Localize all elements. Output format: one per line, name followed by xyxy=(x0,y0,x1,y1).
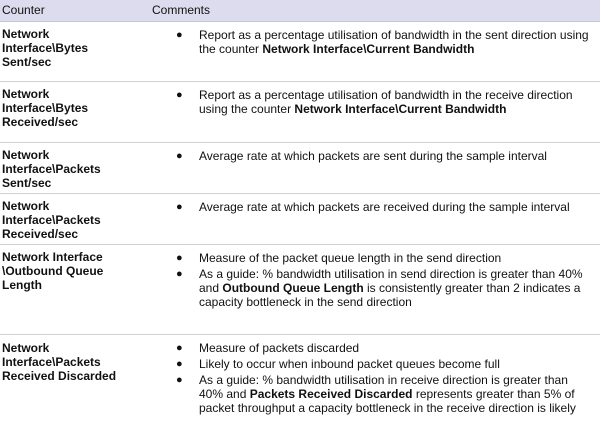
bullet-icon: ● xyxy=(176,252,183,264)
bullet-icon: ● xyxy=(176,89,183,101)
comment-item xyxy=(170,251,594,265)
bullet-icon: ● xyxy=(176,342,183,354)
table-row xyxy=(0,335,600,434)
comment-text-tail: is consistently greater than 2 indicates a capacity bottleneck in the send direction xyxy=(199,281,581,309)
bullet-icon: ● xyxy=(176,268,183,280)
comment-bold-text: Packets Received Discarded xyxy=(249,387,413,401)
comment-item xyxy=(170,373,594,415)
comment-text: Average rate at which packets are received during the sample interval xyxy=(199,200,570,214)
counter-name: Network Interface\Packets Received/sec xyxy=(2,199,101,241)
bullet-icon: ● xyxy=(176,201,183,213)
comment-item xyxy=(170,341,594,355)
comment-list xyxy=(170,88,594,116)
comment-text: Measure of the packet queue length in the send direction xyxy=(199,251,502,265)
table-row xyxy=(0,194,600,245)
comment-list xyxy=(170,251,594,309)
comment-bold-text: Network Interface\Current Bandwidth xyxy=(294,102,507,116)
comment-bold-text: Network Interface\Current Bandwidth xyxy=(262,42,475,56)
counter-name: Network Interface\Packets Received Discarded xyxy=(2,341,117,383)
comment-text: Average rate at which packets are sent during the sample interval xyxy=(199,149,547,163)
table-row xyxy=(0,245,600,335)
comment-list xyxy=(170,341,594,415)
bullet-icon: ● xyxy=(176,29,183,41)
bullet-icon: ● xyxy=(176,374,183,386)
comment-bold-text: Outbound Queue Length xyxy=(222,281,364,295)
comments-cell xyxy=(170,28,594,58)
comment-item xyxy=(170,200,594,214)
comments-cell xyxy=(170,149,594,165)
table-row xyxy=(0,143,600,194)
table-header xyxy=(0,0,600,22)
table-row xyxy=(0,22,600,82)
comment-text: Report as a percentage utilisation of bandwidth in the sent direction using the counter xyxy=(199,28,589,56)
bullet-icon: ● xyxy=(176,150,183,162)
comment-text-tail: represents greater than 5% of packet throughput a capacity bottleneck in the receive direction is likely xyxy=(199,387,576,415)
counter-name: Network Interface\Bytes Received/sec xyxy=(2,87,89,129)
comment-item xyxy=(170,357,594,371)
comment-item xyxy=(170,28,594,56)
comments-cell xyxy=(170,88,594,118)
counter-column-header: Counter xyxy=(2,3,45,17)
comment-text: Likely to occur when inbound packet queues become full xyxy=(199,357,500,371)
comment-list xyxy=(170,28,594,56)
comment-list xyxy=(170,149,594,163)
comments-cell xyxy=(170,200,594,216)
comment-text: As a guide: % bandwidth utilisation in receive direction is greater than 40% and xyxy=(199,373,568,401)
comments-cell xyxy=(170,341,594,417)
counter-name: Network Interface\Bytes Sent/sec xyxy=(2,27,89,69)
table-row xyxy=(0,82,600,143)
counter-name: Network Interface \Outbound Queue Length xyxy=(2,250,104,292)
comment-text: Measure of packets discarded xyxy=(199,341,360,355)
counter-name: Network Interface\Packets Sent/sec xyxy=(2,148,101,190)
comment-list xyxy=(170,200,594,214)
comment-item xyxy=(170,267,594,309)
comments-cell xyxy=(170,251,594,311)
bullet-icon: ● xyxy=(176,358,183,370)
comments-column-header: Comments xyxy=(152,3,211,17)
comment-item xyxy=(170,88,594,116)
comment-text: Report as a percentage utilisation of bandwidth in the receive direction using the counter xyxy=(199,88,573,116)
comment-item xyxy=(170,149,594,163)
comment-text: As a guide: % bandwidth utilisation in send direction is greater than 40% and xyxy=(199,267,583,295)
